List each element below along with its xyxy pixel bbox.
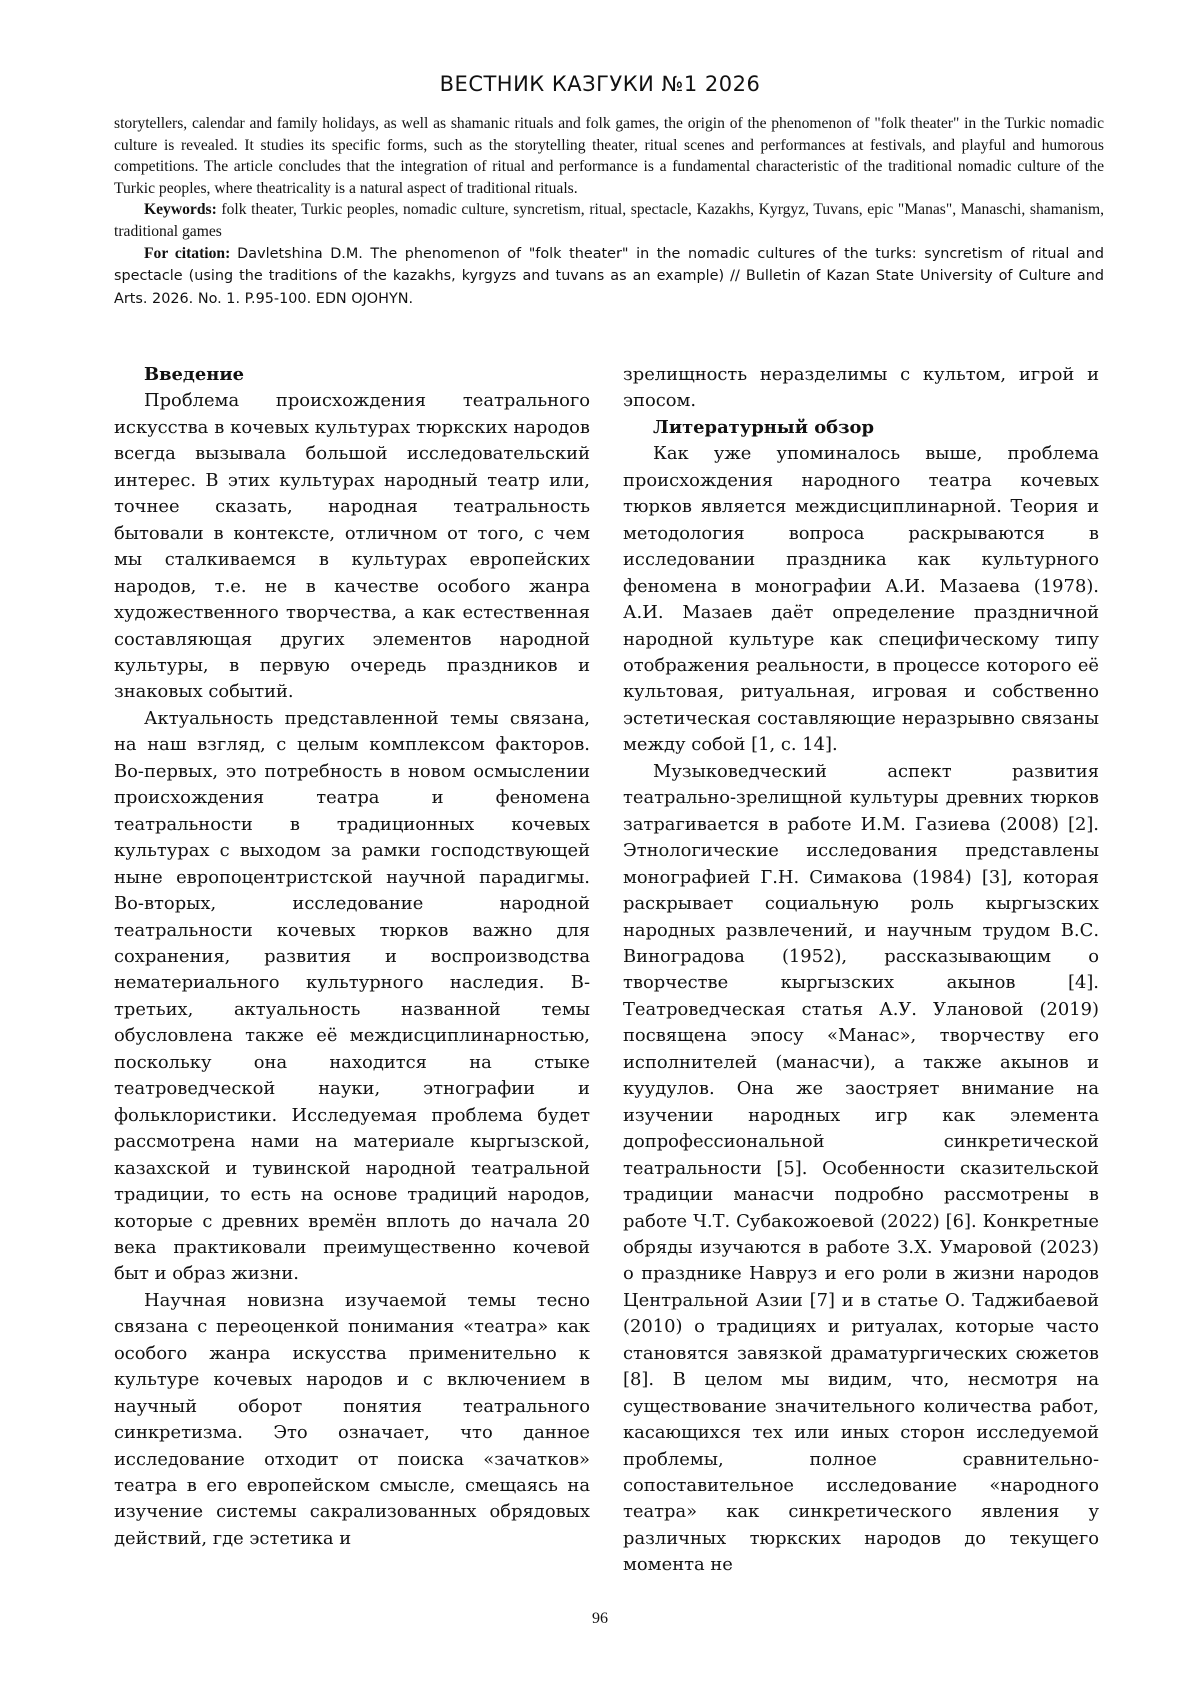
right-column (623, 362, 1099, 1579)
paragraph: Проблема происхождения театрального искусства в кочевых культурах тюркских народов всегда вызывала большой исследовательский интерес. В этих культурах народный театр или, точнее сказать, народная театральность бытовали в контексте, отличном от того, с чем мы сталкиваемся в культурах европейских народов, т.е. не в качестве особого жанра художественного творчества, а как естественная составляющая других элементов народной культуры, в первую очередь праздников и знаковых событий. (114, 390, 590, 703)
english-abstract (114, 113, 1104, 310)
section-heading-literature-review: Литературный обзор (653, 416, 874, 438)
left-column (114, 362, 590, 1552)
keywords-text: folk theater, Turkic peoples, nomadic culture, syncretism, ritual, spectacle, Kazakhs, Kyrgyz, Tuvans, epic "Manas", Manaschi, shamanism, traditional games (114, 201, 1104, 240)
paragraph: Актуальность представленной темы связана, на наш взгляд, с целым комплексом факторов. Во-первых, это потребность в новом осмыслении происхождения театра и феномена театральности в традиционных кочевых культурах с выходом за рамки господствующей ныне европоцентристской научной парадигмы. Во-вторых, исследование народной театральности кочевых тюрков важно для сохранения, развития и воспроизводства нематериального культурного наследия. В-третьих, актуальность названной темы обусловлена также её междисциплинарностью, поскольку она находится на стыке театроведческой науки, этнографии и фольклористики. Исследуемая проблема будет рассмотрена нами на материале кыргызской, казахской и тувинской народной театральной традиции, то есть на основе традиций народов, которые с древних времён вплоть до начала 20 века практиковали преимущественно кочевой быт и образ жизни. (114, 707, 590, 1285)
paragraph: Научная новизна изучаемой темы тесно связана с переоценкой понимания «театра» как особого жанра искусства применительно к культуре кочевых народов и с включением в научный оборот понятия театрального синкретизма. Это означает, что данное исследование отходит от поиска «зачатков» театра в его европейском смысле, смещаясь на изучение системы сакрализованных обрядовых действий, где эстетика и (114, 1289, 590, 1549)
paragraph-continuation: зрелищность неразделимы с культом, игрой и эпосом. (623, 364, 1099, 412)
citation-label: For citation: (144, 244, 231, 262)
page-number: 96 (592, 1610, 608, 1627)
paragraph: Музыковедческий аспект развития театрально-зрелищной культуры древних тюрков затрагивается в работе И.М. Газиева (2008) [2]. Этнологические исследования представлены монографией Г.Н. Симакова (1984) [3], которая раскрывает социальную роль кыргызских народных развлечений, и научным трудом В.С. Виноградова (1952), рассказывающим о творчестве кыргызских акынов [4]. Театроведческая статья А.У. Улановой (2019) посвящена эпосу «Манас», творчеству его исполнителей (манасчи), а также акынов и куудулов. Она же заостряет внимание на изучении народных игр как элемента допрофессиональной синкретической театральности [5]. Особенности сказительской традиции манасчи подробно рассмотрены в работе Ч.Т. Субакожоевой (2022) [6]. Конкретные обряды изучаются в работе З.Х. Умаровой (2023) о празднике Навруз и его роли в жизни народов Центральной Азии [7] и в статье О. Таджибаевой (2010) о традициях и ритуалах, которые часто становятся завязкой драматургических сюжетов [8]. В целом мы видим, что, несмотря на существование значительного количества работ, касающихся тех или иных сторон исследуемой проблемы, полное сравнительно-сопоставительное исследование «народного театра» как синкретического явления у различных тюркских народов до текущего момента не (623, 760, 1099, 1576)
keywords-label: Keywords: (144, 201, 217, 219)
paragraph: Как уже упоминалось выше, проблема происхождения народного театра кочевых тюрков является междисциплинарной. Теория и методология вопроса раскрываются в исследовании праздника как культурного феномена в монографии А.И. Мазаева (1978). А.И. Мазаев даёт определение праздничной народной культуре как специфическому типу отображения реальности, в процессе которого её культовая, ритуальная, игровая и собственно эстетическая составляющие неразрывно связаны между собой [1, с. 14]. (623, 443, 1099, 756)
abstract-text: storytellers, calendar and family holidays, as well as shamanic rituals and folk games, the origin of the phenomenon of "folk theater" in the Turkic nomadic culture is revealed. It studies its specific forms, such as the storytelling theater, ritual scenes and performances at festivals, and playful and humorous competitions. The article concludes that the integration of ritual and performance is a fundamental characteristic of the traditional nomadic culture of the Turkic peoples, where theatricality is a natural aspect of traditional rituals. (114, 115, 1104, 197)
section-heading-introduction: Введение (144, 364, 244, 385)
citation-text: Davletshina D.M. The phenomenon of "folk theater" in the nomadic cultures of the turks: syncretism of ritual and spectacle (using the traditions of the kazakhs, kyrgyzs and tuvans as an example) // Bulletin of Kazan State University of Culture and Arts. 2026. No. 1. P.95-100. EDN OJOHYN. (114, 245, 1104, 307)
keywords-line (114, 199, 1104, 242)
journal-header-title: ВЕСТНИК КАЗГУКИ №1 2026 (439, 72, 761, 96)
citation-line (114, 243, 1104, 311)
